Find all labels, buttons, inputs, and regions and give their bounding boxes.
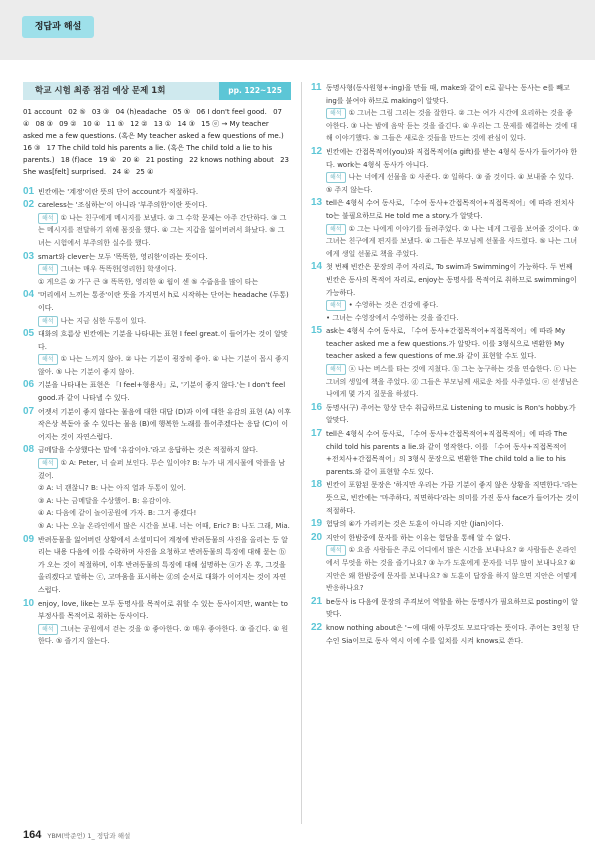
test-title: 학교 시험 최종 점검 예상 문제 1회 — [35, 85, 166, 96]
item-body — [326, 197, 579, 260]
explanation-item — [311, 622, 579, 647]
translation — [38, 457, 291, 482]
answer-item: 06 I don't feel good. — [196, 108, 267, 116]
translation-label: 해석 — [38, 624, 58, 635]
item-text: 금메달을 수상했다는 말에 '유감이야.'라고 응답하는 것은 적절하지 않다. — [38, 446, 258, 455]
page-number: 164 — [23, 829, 42, 841]
translation-text: 그녀는 공원에서 걷는 것을 ① 좋아한다. ② 매우 좋아한다. ③ 즐긴다. ④ 원한다. ⑤ 즐기지 않는다. — [38, 624, 289, 646]
item-body — [326, 479, 579, 517]
item-text: '머리에서 느끼는 통증'이란 뜻을 가지면서 h로 시작하는 단어는 headache (두통)이다. — [38, 291, 289, 312]
explanation-item — [23, 289, 291, 327]
item-number: 16 — [311, 401, 323, 413]
answer-item: 05 ⑤ — [172, 108, 191, 116]
item-number: 17 — [311, 428, 323, 440]
item-body — [38, 534, 291, 597]
item-text: ask는 4형식 수여 동사로, 「수여 동사+간접목적어+직접목적어」에 따라 My teacher asked me a few questions.가 알맞다. 이를 3형식으로 변환한 My teacher asked a few questions of me.와 같이 표현할 수도 있다. — [326, 327, 566, 361]
item-text: 빈칸에는 '계정'이란 뜻의 단어 account가 적절하다. — [38, 187, 199, 196]
answer-item: 14 ③ — [177, 120, 195, 129]
translation-text: ① 나는 느끼지 않아. ② 나는 기분이 굉장히 좋아. ④ 나는 기분이 몹시 좋지 않아. ⑤ 나는 기분이 좋지 않아. — [38, 355, 289, 376]
translation — [38, 353, 291, 378]
item-number: 12 — [311, 145, 323, 157]
dialogue-line: ④ A: 다음에 같이 놀이공원에 가자. B: 그거 좋겠다! — [38, 509, 197, 518]
answer-item: 17 The child told his parents a lie. (혹은 The child told a lie to his parents.) — [23, 144, 273, 165]
translation — [326, 299, 579, 312]
item-text: be동사 is 다음에 문장의 주격보어 역할을 하는 동명사가 필요하므로 posting이 알맞다. — [326, 597, 578, 619]
item-number: 06 — [23, 379, 35, 391]
item-body — [38, 186, 291, 199]
item-text: 첫 번째 빈칸은 문장의 주어 자리로, To swim과 Swimming이 가능하다. 두 번째 빈칸은 동사의 목적어 자리로, enjoy는 동명사를 목적어로 취하므로 swimming이 가능하다. — [326, 263, 577, 297]
item-text: careless는 '조심하는'이 아니라 '부주의한'이란 뜻이다. — [38, 201, 208, 210]
item-number: 08 — [23, 444, 35, 456]
answer-item: 12 ② — [130, 120, 148, 129]
item-body — [326, 261, 579, 324]
item-body — [326, 596, 579, 621]
translation — [38, 623, 291, 648]
answer-item: 03 ③ — [91, 108, 110, 116]
item-number: 03 — [23, 250, 35, 262]
section-tab: 정답과 해설 — [22, 16, 94, 38]
explanation-item — [311, 518, 579, 531]
item-body — [38, 598, 291, 648]
item-number: 19 — [311, 518, 323, 530]
page-footer — [23, 829, 130, 841]
answer-item: 18 (f)ace — [60, 156, 93, 165]
right-explanations — [311, 82, 579, 647]
item-text: 기분을 나타내는 표현은 「I feel+형용사」로, '기분이 좋지 않다.'는 I don't feel good.과 같이 나타낼 수 있다. — [38, 381, 286, 403]
translation — [326, 171, 579, 196]
dialogue-line: ② A: 너 괜찮니? B: 나는 아직 열과 두통이 있어. — [38, 484, 186, 493]
item-body — [38, 406, 291, 444]
item-body — [326, 402, 579, 427]
explanation-item — [23, 379, 291, 404]
explanation-item — [23, 406, 291, 444]
item-number: 22 — [311, 621, 323, 633]
item-number: 01 — [23, 185, 35, 197]
item-number: 07 — [23, 405, 35, 417]
answer-item: 09 ② — [59, 120, 77, 129]
translation-label: 해석 — [38, 458, 58, 469]
answer-item: 23 She was[felt] surprised. — [23, 156, 289, 177]
translation — [38, 263, 291, 276]
answer-item: 21 posting — [145, 156, 183, 165]
item-text: 빈칸에는 간접목적어(you)와 직접목적어(a gift)를 받는 4형식 동사가 들어가야 한다. work는 4형식 동사가 아니다. — [326, 147, 578, 169]
answer-item: 08 ③ — [35, 120, 53, 129]
explanation-item — [311, 402, 579, 427]
item-number: 04 — [23, 289, 35, 301]
translation-text: ⓐ 나는 버스를 타는 것에 지쳤다. ⓑ 그는 농구하는 것을 연습한다. ⓒ 나는 그녀의 생일에 책을 주었다. ⓓ 그들은 부모님께 새로운 차를 사주었다. ⓔ 선생님은 나에게 몇 가지 질문을 하셨다. — [326, 365, 579, 399]
translation — [38, 315, 291, 328]
item-text: 험담의 ④가 가리키는 것은 도훈이 아니라 지안 (Jian)이다. — [326, 520, 504, 529]
translation-label: 해석 — [326, 364, 346, 375]
explanation-item — [23, 598, 291, 648]
translation-extra: ① 게으른 ② 가구 큰 ③ 똑똑한, 영리한 ④ 웜이 센 ⑤ 수줍음을 많이 타는 — [38, 277, 259, 286]
answer-item: 24 ④ — [112, 168, 130, 177]
answer-item: 15 ⓔ → My teacher asked me a few questions. (혹은 My teacher asked a few questions of me.) — [23, 120, 284, 141]
test-heading — [23, 82, 291, 100]
explanation-item — [23, 251, 291, 289]
translation-text: 나는 너에게 선물을 ① 사준다. ② 일하다. ③ 줄 것이다. ④ 보내줄 수 있다. ⑤ 주지 않는다. — [326, 173, 574, 194]
explanation-item — [311, 261, 579, 324]
item-body — [326, 428, 579, 478]
translation-text: 나는 지금 심한 두통이 있다. — [60, 316, 147, 325]
translation — [326, 107, 579, 145]
item-number: 21 — [311, 595, 323, 607]
translation-label: 해석 — [326, 545, 346, 556]
item-text: know nothing about은 '~에 대해 아무것도 모르다'라는 뜻이다. 주어는 3인칭 단수인 Sia이므로 동사 역시 이에 수를 일치를 시켜 knows로 쓴다. — [326, 623, 579, 645]
explanation-item — [311, 82, 579, 145]
item-body — [326, 518, 579, 531]
dialogue-line: ⑤ A: 나는 오늘 온라인에서 많은 시간을 보내. 너는 어때, Eric? B: 나도 그래, Mia. — [38, 522, 290, 530]
translation-label: 해석 — [326, 224, 346, 235]
explanation-item — [311, 479, 579, 517]
item-text: enjoy, love, like는 모두 동명사를 목적어로 취할 수 있는 동사이지만, want는 to부정사를 목적어로 취하는 동사이다. — [38, 599, 288, 621]
item-text: tell은 4형식 수여 동사로, 「수여 동사+간접목적어+직접목적어」에 따라 전치사 to는 불필요하므로 He told me a story.가 알맞다. — [326, 199, 575, 220]
translation-text: ① 그녀는 그림 그리는 것을 잘한다. ② 그는 여가 시간에 요리하는 것을 좋아한다. ③ 나는 밤에 음악 듣는 것을 즐긴다. ④ 우리는 그 문제를 해결하는 것에 대해 이야기했다. ⑤ 그들은 새로운 것들을 만드는 것에 관심이 있다. — [326, 109, 578, 143]
item-number: 10 — [23, 597, 35, 609]
answer-item: 25 ④ — [135, 168, 154, 177]
item-body — [326, 325, 579, 401]
translation-label: 해석 — [38, 354, 58, 365]
dialogue-line: ③ A: 나는 금메달을 수상했어. B: 유감이야. — [38, 496, 171, 505]
explanation-item — [23, 444, 291, 532]
item-body — [326, 82, 579, 145]
book-title: YBM(박준언) 1_ 정답과 해설 — [47, 831, 131, 840]
answer-item: 13 ① — [153, 120, 172, 129]
explanation-item — [311, 532, 579, 595]
answer-item: 19 ④ — [98, 156, 116, 165]
answer-item: 04 (h)eadache — [115, 108, 167, 116]
translation-label: 해석 — [326, 300, 346, 311]
explanation-item — [311, 428, 579, 478]
item-number: 11 — [311, 82, 322, 93]
left-explanations — [23, 186, 291, 648]
explanation-item — [23, 534, 291, 597]
item-number: 09 — [23, 533, 35, 545]
item-body — [38, 251, 291, 289]
answer-item: 02 ⑤ — [68, 108, 86, 116]
translation-label: 해석 — [326, 108, 346, 119]
answer-item: 11 ⑤ — [106, 120, 124, 129]
translation-text: ① A: Peter, 너 슬퍼 보인다. 무슨 일이야? B: 누가 내 게시물에 악플을 남겼어. — [38, 459, 286, 480]
item-text: 어젯서 기분이 좋지 않다는 물음에 대한 대답 (D)과 이에 대한 유감의 표현 (A) 이후 작은상 복돋아 줄 수 있다는 물음 (B)에 행복한 노래를 틀어주겠다는 응답 (C)이 이어지는 것이 자연스럽다. — [38, 407, 291, 441]
item-number: 13 — [311, 197, 323, 209]
translation — [326, 223, 579, 261]
explanation-item — [23, 199, 291, 249]
translation-text: ① 요즘 사람들은 주로 어디에서 많은 시간을 보내나요? ② 사람들은 온라인에서 무엇을 하는 것을 즐기나요? ③ 누가 도훈에게 문자를 너무 많이 보내나요? ④ 지안은 왜 한밤중에 문자를 보내나요? ⑤ 도훈이 답장을 하지 않으면 지안은 어떻게 반응하나요? — [326, 546, 577, 593]
item-number: 14 — [311, 261, 323, 273]
answer-key — [23, 106, 291, 179]
item-text: smart와 clever는 모두 '똑똑한, 영리한'이라는 뜻이다. — [38, 252, 208, 261]
answer-item: 20 ④ — [122, 156, 140, 165]
right-column — [311, 82, 579, 648]
header-band — [0, 0, 595, 60]
item-body — [38, 379, 291, 404]
item-text: 대화의 흐름상 빈칸에는 기분을 나타내는 표현 I feel great.이 들어가는 것이 알맞다. — [38, 330, 288, 351]
item-number: 05 — [23, 328, 35, 340]
answer-item: 01 account — [23, 108, 63, 116]
answer-item: 07 ④ — [23, 108, 282, 129]
answer-item: 22 knows nothing about — [189, 156, 274, 165]
item-text: 동명사형(동사원형+-ing)을 만들 때, make와 같이 e로 끝나는 동사는 e를 빼고 ing를 붙여야 하므로 making이 알맞다. — [326, 84, 570, 105]
explanation-item — [311, 325, 579, 401]
item-text: 동명사(구) 주어는 항상 단수 취급하므로 Listening to music is Ron's hobby.가 알맞다. — [326, 403, 576, 425]
item-number: 20 — [311, 531, 323, 543]
translation-text: • 수영하는 것은 건강에 좋다. — [348, 301, 439, 310]
translation — [326, 363, 579, 401]
item-body — [38, 328, 291, 378]
left-column — [23, 82, 291, 649]
dialogue-line: • 그녀는 수영장에서 수영하는 것을 즐긴다. — [326, 313, 459, 322]
explanation-item — [23, 328, 291, 378]
translation-label: 해석 — [38, 264, 58, 275]
item-body — [38, 289, 291, 327]
item-body — [326, 532, 579, 595]
item-body — [38, 199, 291, 249]
explanation-item — [311, 146, 579, 196]
answer-item: 16 ③ — [23, 144, 41, 153]
translation — [38, 212, 291, 250]
answer-item: 10 ④ — [82, 120, 101, 129]
explanation-item — [311, 197, 579, 260]
column-divider — [301, 82, 302, 824]
translation-label: 해석 — [38, 316, 58, 327]
item-text: 지안이 한밤중에 문자를 하는 이유는 험담을 통해 알 수 없다. — [326, 533, 511, 542]
test-pages: pp. 122~125 — [219, 82, 291, 100]
item-number: 02 — [23, 199, 35, 211]
item-body — [326, 622, 579, 647]
translation-text: 그녀는 매우 똑똑한[영리한] 학생이다. — [60, 265, 177, 274]
translation-label: 해석 — [38, 213, 58, 224]
explanation-item — [23, 186, 291, 199]
translation-label: 해석 — [326, 172, 346, 183]
explanation-item — [311, 596, 579, 621]
item-number: 18 — [311, 479, 323, 491]
item-body — [326, 146, 579, 196]
item-text: 빈칸이 포함된 문장은 '하지만 우리는 가끔 기분이 좋지 않은 상황을 직면한다.'라는 뜻으로, 빈칸에는 '마주하다, 직면하다'라는 의미를 가진 동사 face가 들어가는 것이 적절하다. — [326, 481, 579, 515]
translation-text: ① 나는 친구에게 메시지를 보냈다. ② 그 수학 문제는 아주 간단하다. ③ 그는 메시지를 전달하기 위해 몸짓을 했다. ④ 그는 지갑을 잃어버려서 화났다. ⑤ 그녀는 시험에서 부주의한 실수를 했다. — [38, 213, 287, 247]
item-number: 15 — [311, 325, 323, 337]
item-text: tell은 4형식 수여 동사로, 「수여 동사+간접목적어+직접목적어」에 따라 The child told his parents a lie.와 같이 영작한다. 이를 「수여 동사+직접목적어+전치사+간접목적어」의 3형식 문장으로 변환한 The child told a lie to his parents.와 같이 표현할 수도 있다. — [326, 430, 567, 476]
item-text: 반려동물을 잃어버린 상황에서 소셜미디어 계정에 반려동물의 사진을 올리는 등 알리는 내용 다음에 이를 수락하며 사진을 요청하고 반려동물의 특징에 대해 묻는 ⓑ가 오는 것이 적절하며, 이후 반려동물의 특징에 대해 설명하는 ⓐ가 온 후, 그것을 올리겠다고 말하는 ⓒ, 고마움을 표시하는 ⓓ의 순서로 대화가 이어지는 것이 자연스럽다. — [38, 535, 288, 594]
translation-text: ① 그는 나에게 이야기를 들려주었다. ② 나는 네게 그림을 보여줄 것이다. ③ 그녀는 친구에게 편지를 보냈다. ④ 그들은 부모님께 선물을 사드렸다. ⑤ 나는 그녀에게 생일 선물로 책을 주었다. — [326, 224, 579, 258]
translation — [326, 544, 579, 594]
item-body — [38, 444, 291, 532]
